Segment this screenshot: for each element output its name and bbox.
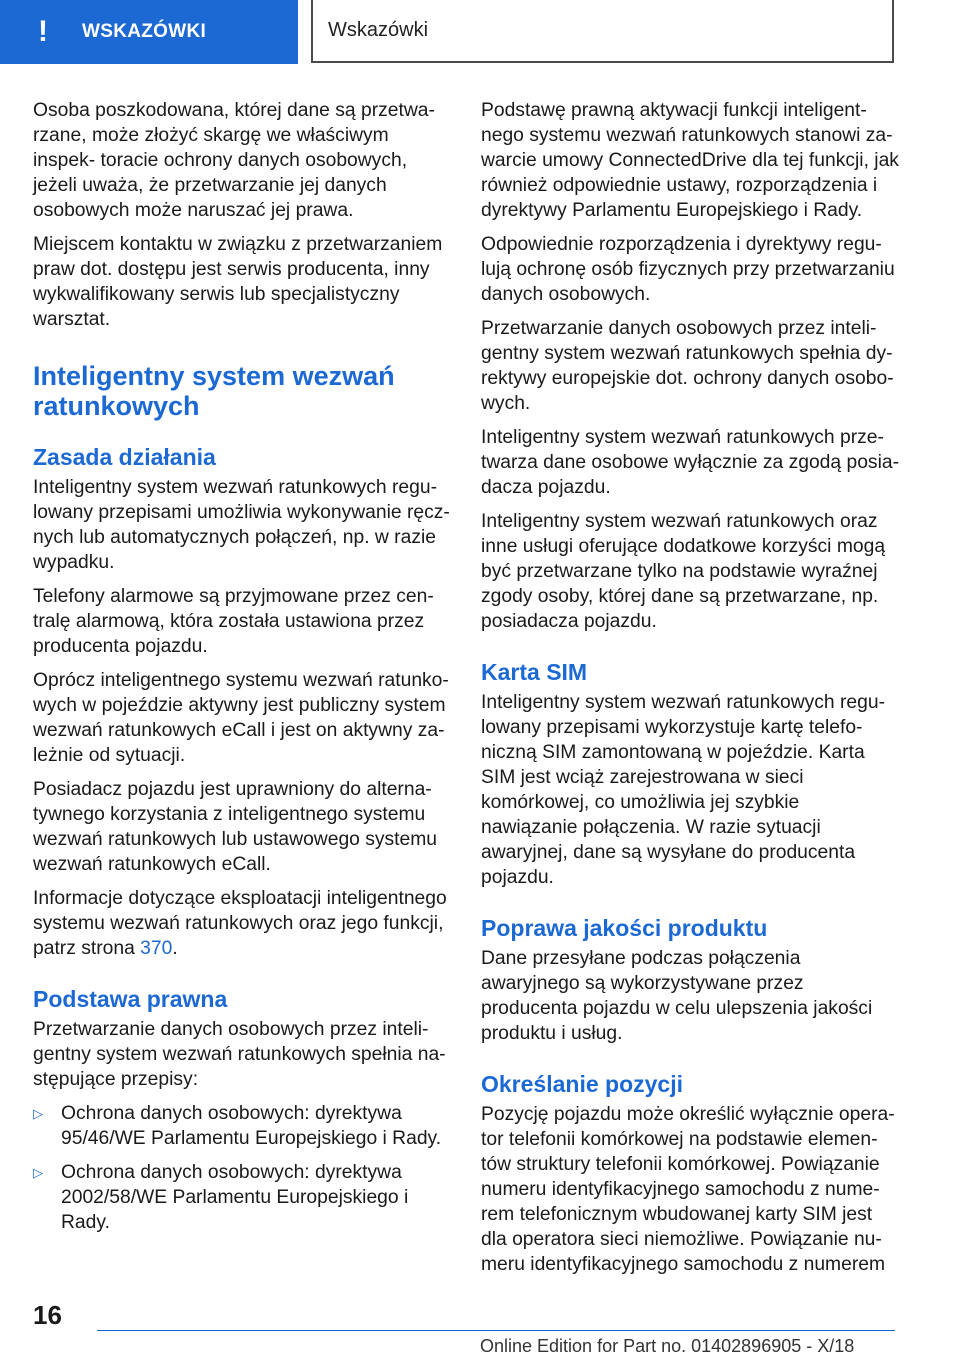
paragraph: Telefony alarmowe są przyjmowane przez cen‐ tralę alarmową, która została ustawiona przez producenta pojazdu. [33, 586, 434, 657]
paragraph: Podstawę prawną aktywacji funkcji inteligent‐ nego systemu wezwań ratunkowych stanowi za‐ warcie umowy ConnectedDrive dla tej funkcji, jak również odpowiednie ustawy, rozporządzenia i dyrektywy Parlamentu Europejskiego i Rady. [481, 100, 899, 221]
subsection-heading: Podstawa prawna [33, 986, 228, 1012]
paragraph-end: . [172, 938, 178, 959]
list-item [33, 1160, 451, 1235]
edition-footer: Online Edition for Part no. 01402896905 - X/18 [480, 1336, 855, 1356]
list-item-text: Ochrona danych osobowych: dyrektywa 95/46/WE Parlamentu Europejskiego i Rady. [61, 1103, 442, 1149]
subsection-heading: Poprawa jakości produktu [481, 915, 768, 941]
paragraph: Przetwarzanie danych osobowych przez inteli‐ gentny system wezwań ratunkowych spełnia dy‐ rektywy europejskie dot. ochrony danych osobo‐ wych. [481, 318, 894, 414]
subsection-heading: Określanie pozycji [481, 1071, 683, 1097]
paragraph: Oprócz inteligentnego systemu wezwań ratunko‐ wych w pojeździe aktywny jest publiczny system wezwań ratunkowych eCall i jest on aktywny za‐ leżnie od sytuacji. [33, 670, 449, 766]
section-label: WSKAZÓWKI [82, 21, 207, 42]
page-header [0, 0, 960, 66]
paragraph: Przetwarzanie danych osobowych przez inteli‐ gentny system wezwań ratunkowych spełnia na‐ stępujące przepisy: [33, 1019, 446, 1090]
page-title: Wskazówki [328, 19, 429, 41]
paragraph: Inteligentny system wezwań ratunkowych oraz inne usługi oferujące dodatkowe korzyści mogą być przetwarzane tylko na podstawie wyraźnej zgody osoby, której dane są przetwarzane, np. posiadacza pojazdu. [481, 511, 886, 632]
paragraph: Inteligentny system wezwań ratunkowych regu‐ lowany przepisami umożliwia wykonywanie ręcz‐ nych lub automatycznych połączeń, np. w razie wypadku. [33, 477, 450, 573]
section-tab[interactable] [0, 0, 298, 64]
right-column [481, 98, 899, 1286]
page-number: 16 [33, 1300, 62, 1330]
paragraph: Osoba poszkodowana, której dane są przetwa‐ rzane, może złożyć skargę we właściwym inspek‐ toracie ochrony danych osobowych, jeżeli uważa, że przetwarzanie jej danych osobowych może naruszać jej prawa. [33, 100, 435, 221]
list-item [33, 1101, 451, 1151]
warning-icon: ! [38, 15, 48, 48]
section-heading: Inteligentny system wezwań ratunkowych [33, 361, 395, 421]
paragraph: Posiadacz pojazdu jest uprawniony do alterna‐ tywnego korzystania z inteligentnego systemu wezwań ratunkowych lub ustawowego systemu wezwań ratunkowych eCall. [33, 779, 438, 875]
paragraph: Miejscem kontaktu w związku z przetwarzaniem praw dot. dostępu jest serwis producenta, inny wykwalifikowany serwis lub specjalistyczny warsztat. [33, 234, 443, 330]
paragraph-text: Informacje dotyczące eksploatacji inteligentnego systemu wezwań ratunkowych oraz jego funkcji, patrz strona [33, 888, 447, 959]
triangle-bullet-icon: ▷ [33, 1106, 43, 1121]
subsection-heading: Karta SIM [481, 659, 588, 685]
subsection-heading: Zasada działania [33, 444, 216, 470]
footer-divider [97, 1330, 895, 1331]
paragraph: Pozycję pojazdu może określić wyłącznie opera‐ tor telefonii komórkowej na podstawie elemen‐ tów struktury telefonii komórkowej. Powiązanie numeru identyfikacyjnego samochodu z nume‐ rem telefonicznym wbudowanej karty SIM jest dla operatora sieci niemożliwe. Powiązanie nu‐ meru identyfikacyjnego samochodu z numerem [481, 1104, 895, 1275]
page-reference-link[interactable]: 370 [140, 938, 173, 959]
paragraph: Dane przesyłane podczas połączenia awaryjnego są wykorzystywane przez producenta pojazdu w celu ulepszenia jakości produktu i usług. [481, 948, 873, 1044]
paragraph: Odpowiednie rozporządzenia i dyrektywy regu‐ lują ochronę osób fizycznych przy przetwarzaniu danych osobowych. [481, 234, 895, 305]
paragraph: Inteligentny system wezwań ratunkowych prze‐ twarza dane osobowe wyłącznie za zgodą posia‐ dacza pojazdu. [481, 427, 900, 498]
list-item-text: Ochrona danych osobowych: dyrektywa 2002/58/WE Parlamentu Europejskiego i Rady. [61, 1162, 409, 1233]
regulation-list [33, 1101, 451, 1235]
left-column [33, 98, 451, 1244]
paragraph: Inteligentny system wezwań ratunkowych regu‐ lowany przepisami wykorzystuje kartę telefo‐ niczną SIM zamontowaną w pojeździe. Karta SIM jest wciąż zarejestrowana w sieci komórkowej, co umożliwia jej szybkie nawiązanie połączenia. W razie sytuacji awaryjnej, dane są wysyłane do producenta pojazdu. [481, 692, 886, 888]
page-title-tab [311, 0, 894, 63]
paragraph [33, 886, 451, 961]
triangle-bullet-icon: ▷ [33, 1165, 43, 1180]
